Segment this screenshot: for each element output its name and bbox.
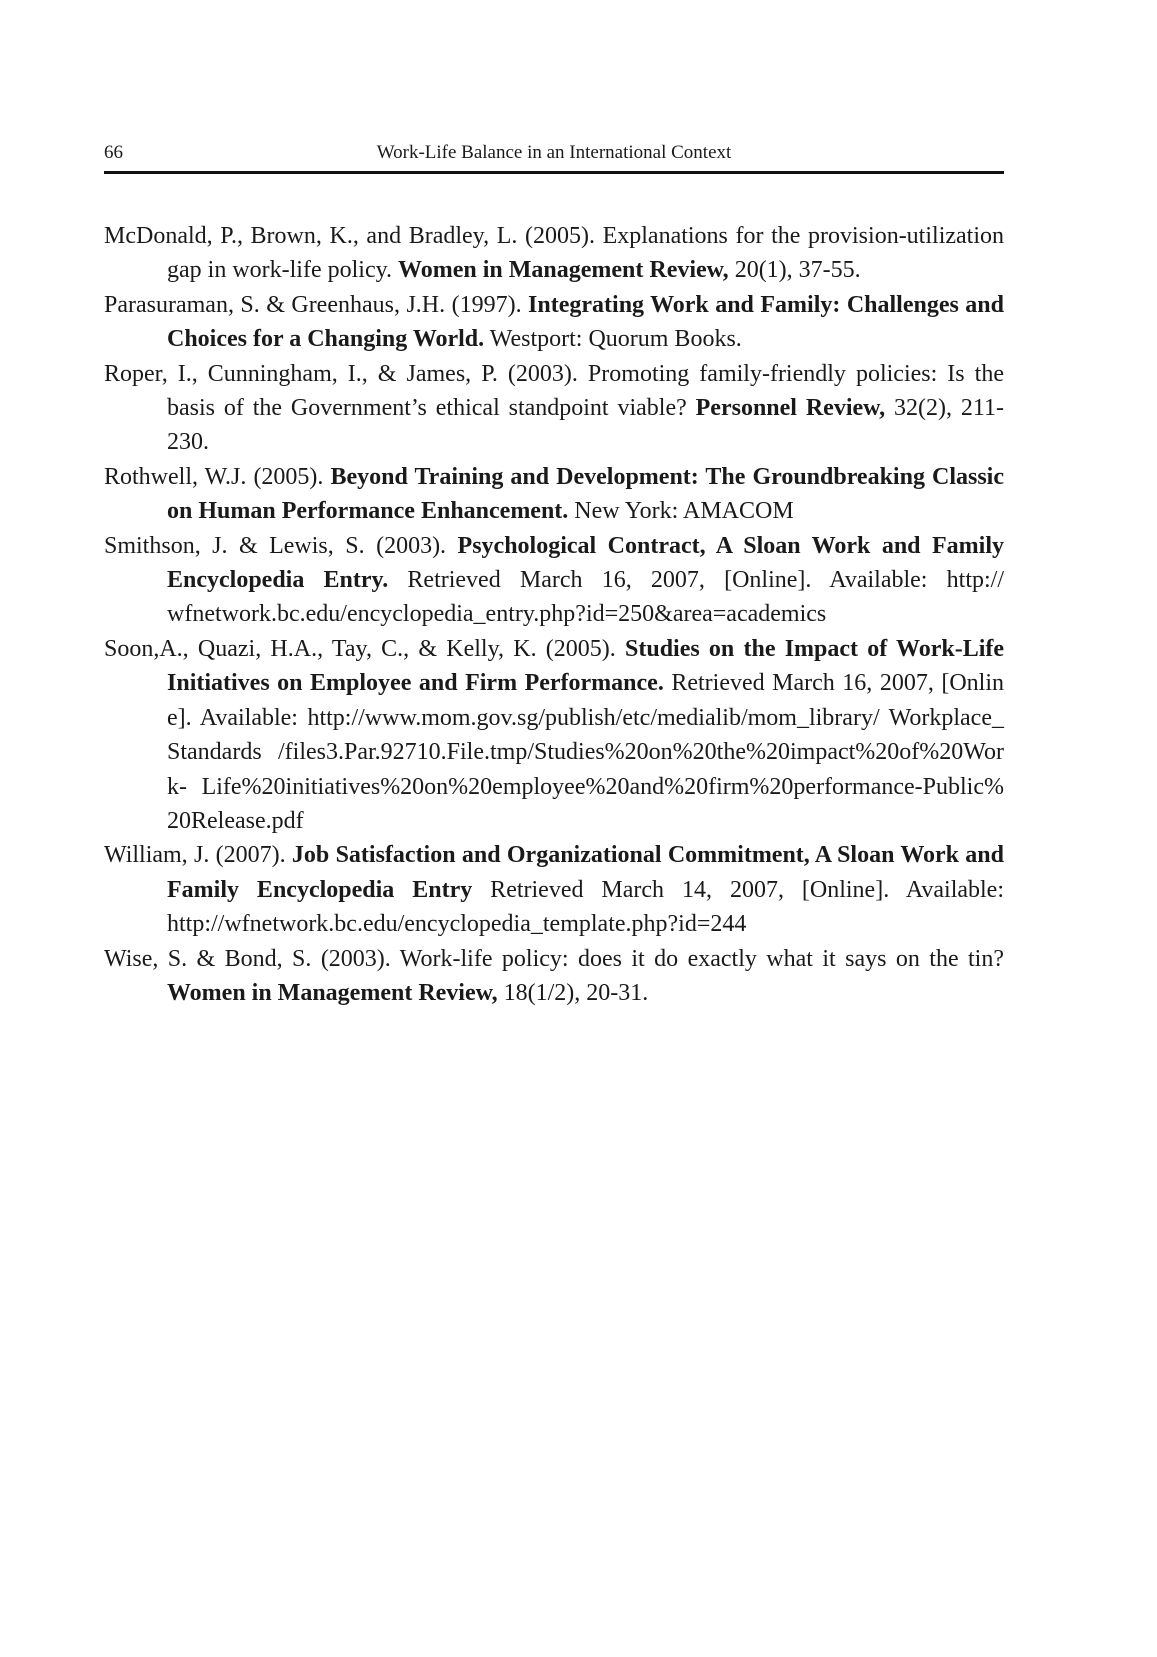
reference-entry bbox=[104, 219, 1004, 288]
reference-source: Job Satisfaction and Organizational Commitment, A Sloan Work and Family Encyclopedia Entry bbox=[167, 842, 1004, 903]
header-rule bbox=[104, 171, 1004, 174]
reference-source: Women in Management Review, bbox=[398, 257, 729, 284]
reference-text: Rothwell, W.J. (2005). bbox=[104, 463, 331, 490]
reference-details: New York: AMACOM bbox=[568, 498, 794, 525]
reference-details: Retrieved March 16, 2007, [Online]. Available: http://www.mom.gov.sg/publish/etc/medialib/mom_library/ Workplace_Standards /files3.Par.92710.File.tmp/Studies%20on%20the%20impact%20of%20Work- Life%20initiatives%20on%20employee%20and%20firm%20performance-Public%20Release.pdf bbox=[167, 670, 1004, 834]
reference-source: Studies on the Impact of Work-Life Initiatives on Employee and Firm Performance. bbox=[167, 635, 1005, 697]
reference-entry bbox=[104, 632, 1004, 838]
reference-source: Women in Management Review, bbox=[167, 979, 498, 1006]
reference-details: 18(1/2), 20-31. bbox=[497, 979, 649, 1006]
reference-list bbox=[104, 219, 1004, 1010]
reference-entry bbox=[104, 460, 1004, 529]
reference-entry bbox=[104, 838, 1004, 941]
reference-text: Roper, I., Cunningham, I., & James, P. (2003). Promoting family-friendly policies: Is the basis of the Government’s ethical standpoint viable? bbox=[104, 360, 1004, 422]
reference-text: McDonald, P., Brown, K., and Bradley, L. (2005). Explanations for the provision-utilization gap in work-life policy. bbox=[104, 223, 1004, 284]
reference-text: Smithson, J. & Lewis, S. (2003). bbox=[104, 532, 458, 559]
running-title: Work-Life Balance in an International Context bbox=[376, 142, 732, 163]
reference-details: Retrieved March 16, 2007, [Online]. Available: http:// wfnetwork.bc.edu/encyclopedia_entry.php?id=250&area=academics bbox=[167, 567, 1004, 628]
page-header bbox=[104, 140, 1004, 172]
reference-details: 20(1), 37-55. bbox=[728, 257, 861, 284]
reference-source: Integrating Work and Family: Challenges and Choices for a Changing World. bbox=[167, 291, 1004, 353]
reference-text: Parasuraman, S. & Greenhaus, J.H. (1997). bbox=[104, 291, 529, 318]
reference-text: William, J. (2007). bbox=[104, 842, 292, 869]
reference-text: Soon,A., Quazi, H.A., Tay, C., & Kelly, K. (2005). bbox=[104, 635, 626, 662]
reference-details: 32(2), 211-230. bbox=[167, 395, 1004, 456]
reference-source: Psychological Contract, A Sloan Work and Family Encyclopedia Entry. bbox=[167, 532, 1004, 594]
reference-entry bbox=[104, 942, 1004, 1011]
page-number: 66 bbox=[104, 142, 123, 163]
reference-source: Personnel Review, bbox=[695, 395, 886, 422]
reference-details: Westport: Quorum Books. bbox=[484, 326, 742, 353]
reference-entry bbox=[104, 288, 1004, 357]
reference-text: Wise, S. & Bond, S. (2003). Work-life policy: does it do exactly what it says on the tin? bbox=[104, 945, 1004, 972]
reference-source: Beyond Training and Development: The Groundbreaking Classic on Human Performance Enhancement. bbox=[167, 463, 1004, 525]
reference-entry bbox=[104, 357, 1004, 460]
reference-details: Retrieved March 14, 2007, [Online]. Available: http://wfnetwork.bc.edu/encyclopedia_template.php?id=244 bbox=[167, 876, 1004, 938]
reference-entry bbox=[104, 529, 1004, 632]
